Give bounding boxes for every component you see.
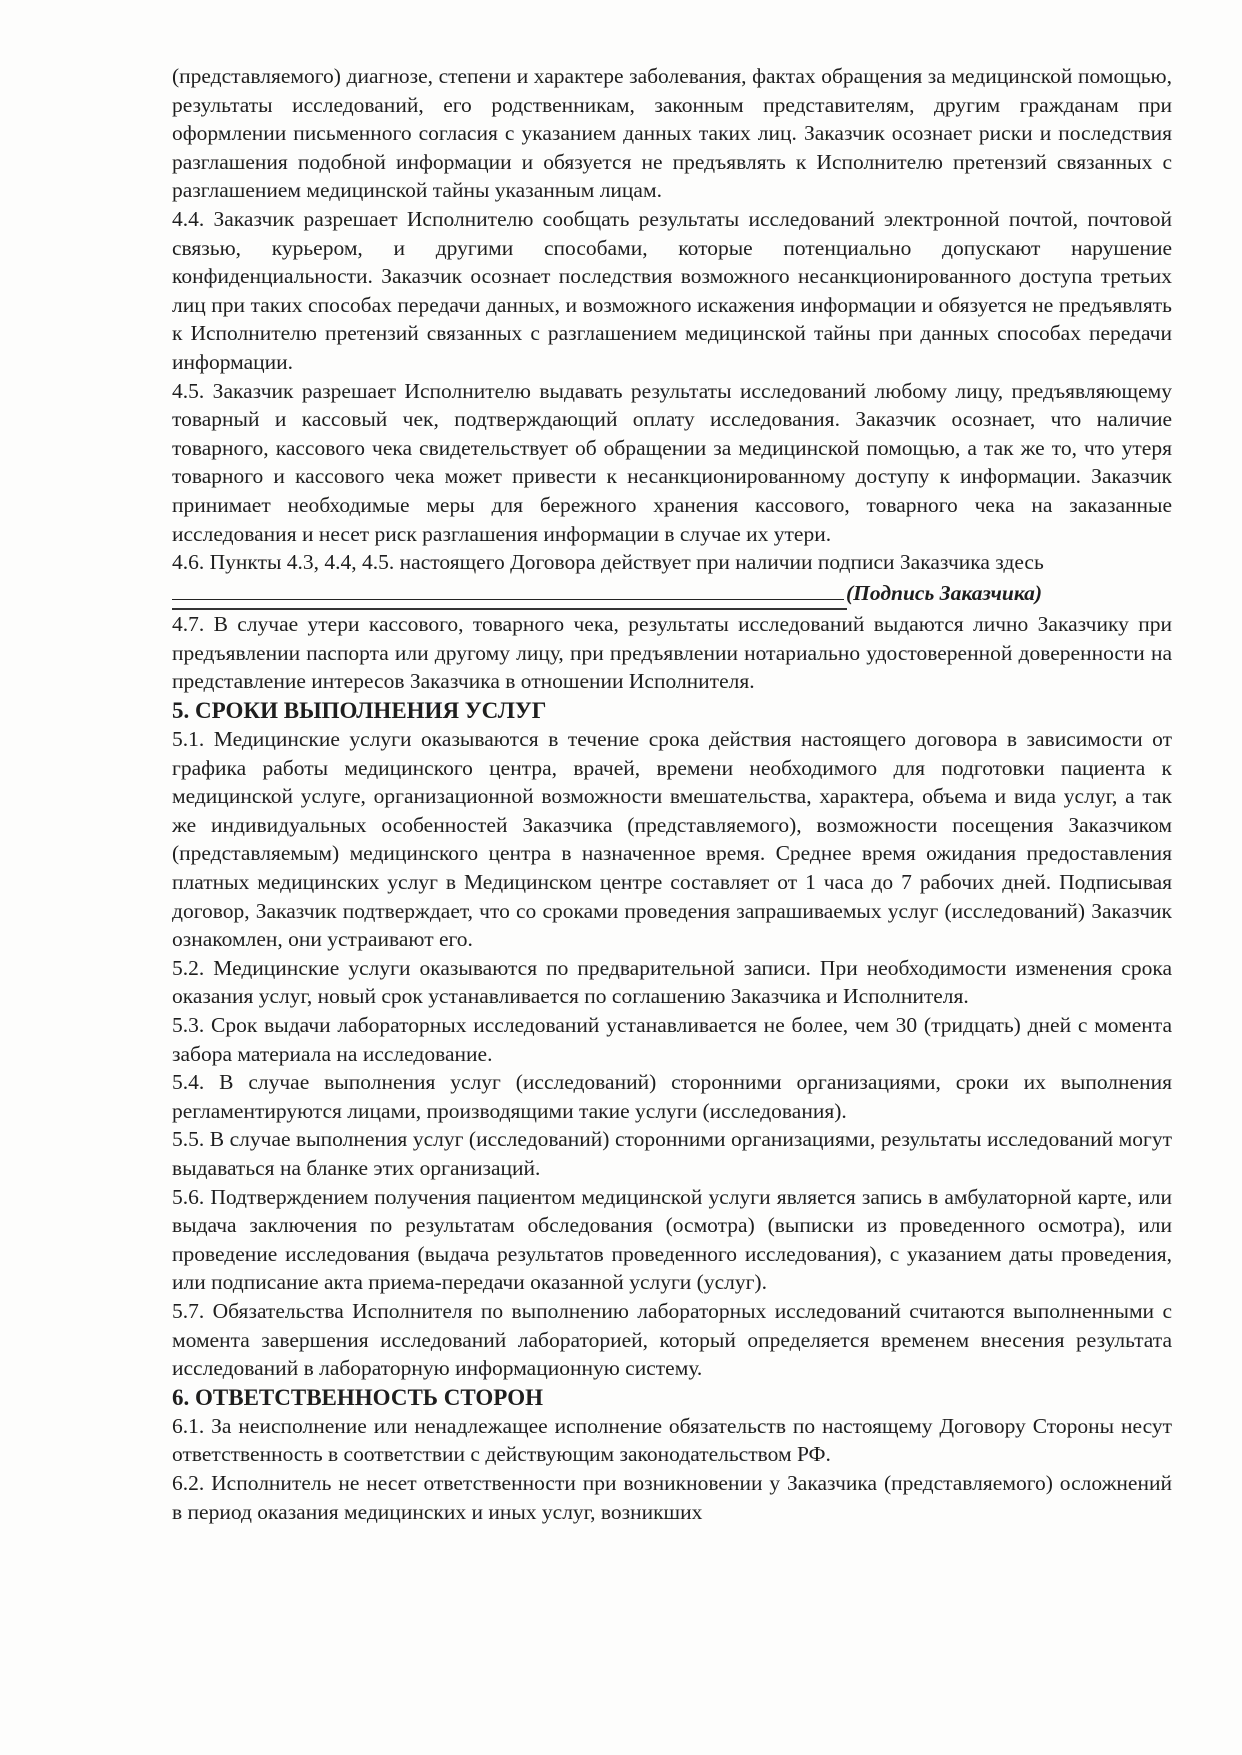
paragraph-intro: (представляемого) диагнозе, степени и характере заболевания, фактах обращения за медицинской помощью, результаты исследований, его родственникам, законным представителям, другим гражданам при оформлении письменного согласия с указанием данных таких лиц. Заказчик осознает риски и последствия разглашения подобной информации и обязуется не предъявлять к Исполнителю претензий связанных с разглашением медицинской тайны указанным лицам.	[172, 64, 1172, 203]
paragraph-5-3: 5.3. Срок выдачи лабораторных исследований устанавливается не более, чем 30 (тридцать) дней с момента забора материала на исследование.	[172, 1013, 1172, 1066]
paragraph-6-1: 6.1. За неисполнение или ненадлежащее исполнение обязательств по настоящему Договору Стороны несут ответственность в соответствии с действующим законодательством РФ.	[172, 1413, 1172, 1467]
signature-line	[172, 577, 1172, 608]
paragraph-4-4: 4.4. Заказчик разрешает Исполнителю сообщать результаты исследований электронной почтой, почтовой связью, курьером, и другими способами, которые потенциально допускают нарушение конфиденциальности. Заказчик осознает последствия возможного несанкционированного доступа третьих лиц при таких способах передачи данных, и возможного искажения информации и обязуется не предъявлять к Исполнителю претензий связанных с разглашением медицинской тайны при данных способах передачи информации.	[172, 206, 1172, 374]
section-heading-5: 5. СРОКИ ВЫПОЛНЕНИЯ УСЛУГ	[172, 698, 547, 724]
paragraph-6-2: 6.2. Исполнитель не несет ответственности при возникновении у Заказчика (представляемого) осложнений в период оказания медицинских и иных услуг, возникших	[172, 1470, 1172, 1524]
paragraph-5-7: 5.7. Обязательства Исполнителя по выполнению лабораторных исследований считаются выполненными с момента завершения исследований лабораторией, который определяется временем внесения результата исследований в лабораторную информационную систему.	[172, 1298, 1172, 1381]
section-heading-6: 6. ОТВЕТСТВЕННОСТЬ СТОРОН	[172, 1384, 543, 1410]
signature-blank[interactable]	[172, 577, 844, 600]
paragraph-5-4: 5.4. В случае выполнения услуг (исследований) сторонними организациями, сроки их выполнения регламентируются лицами, производящими такие услуги (исследования).	[172, 1070, 1172, 1123]
paragraph-4-5: 4.5. Заказчик разрешает Исполнителю выдавать результаты исследований любому лицу, предъявляющему товарный и кассовый чек, подтверждающий оплату исследования. Заказчик осознает, что наличие товарного, кассового чека свидетельствует об обращении за медицинской помощью, а так же то, что утеря товарного и кассового чека может привести к несанкционированному доступу к информации. Заказчик принимает необходимые меры для бережного хранения кассового, товарного чека на заказанные исследования и несет риск разглашения информации в случае их утери.	[172, 378, 1172, 546]
paragraph-4-6: 4.6. Пункты 4.3, 4.4, 4.5. настоящего Договора действует при наличии подписи Заказчика здесь	[172, 550, 1044, 575]
paragraph-5-5: 5.5. В случае выполнения услуг (исследований) сторонними организациями, результаты исследований могут выдаваться на бланке этих организаций.	[172, 1127, 1172, 1180]
paragraph-5-2: 5.2. Медицинские услуги оказываются по предварительной записи. При необходимости изменения срока оказания услуг, новый срок устанавливается по соглашению Заказчика и Исполнителя.	[172, 955, 1172, 1009]
paragraph-5-6: 5.6. Подтверждением получения пациентом медицинской услуги является запись в амбулаторной карте, или выдача заключения по результатам обследования (осмотра) (выписки из проведенного осмотра), или проведение исследования (выдача результатов проведенного исследования), с указанием даты проведения, или подписание акта приема-передачи оказанной услуги (услуг).	[172, 1184, 1172, 1295]
paragraph-5-1: 5.1. Медицинские услуги оказываются в течение срока действия настоящего договора в зависимости от графика работы медицинского центра, врачей, времени необходимого для подготовки пациента к медицинской услуге, организационной возможности вмешательства, характера, объема и вида услуг, а так же индивидуальных особенностей Заказчика (представляемого), возможности посещения Заказчиком (представляемым) медицинского центра в назначенное время. Среднее время ожидания предоставления платных медицинских услуг в Медицинском центре составляет от 1 часа до 7 рабочих дней. Подписывая договор, Заказчик подтверждает, что со сроками проведения запрашиваемых услуг (исследований) Заказчик ознакомлен, они устраивают его.	[172, 727, 1172, 952]
paragraph-4-7: 4.7. В случае утери кассового, товарного чека, результаты исследований выдаются лично Заказчику при предъявлении паспорта или другому лицу, при предъявлении нотариально удостоверенной доверенности на представление интересов Заказчика в отношении Исполнителя.	[172, 612, 1172, 694]
signature-caption: (Подпись Заказчика)	[846, 580, 1043, 605]
